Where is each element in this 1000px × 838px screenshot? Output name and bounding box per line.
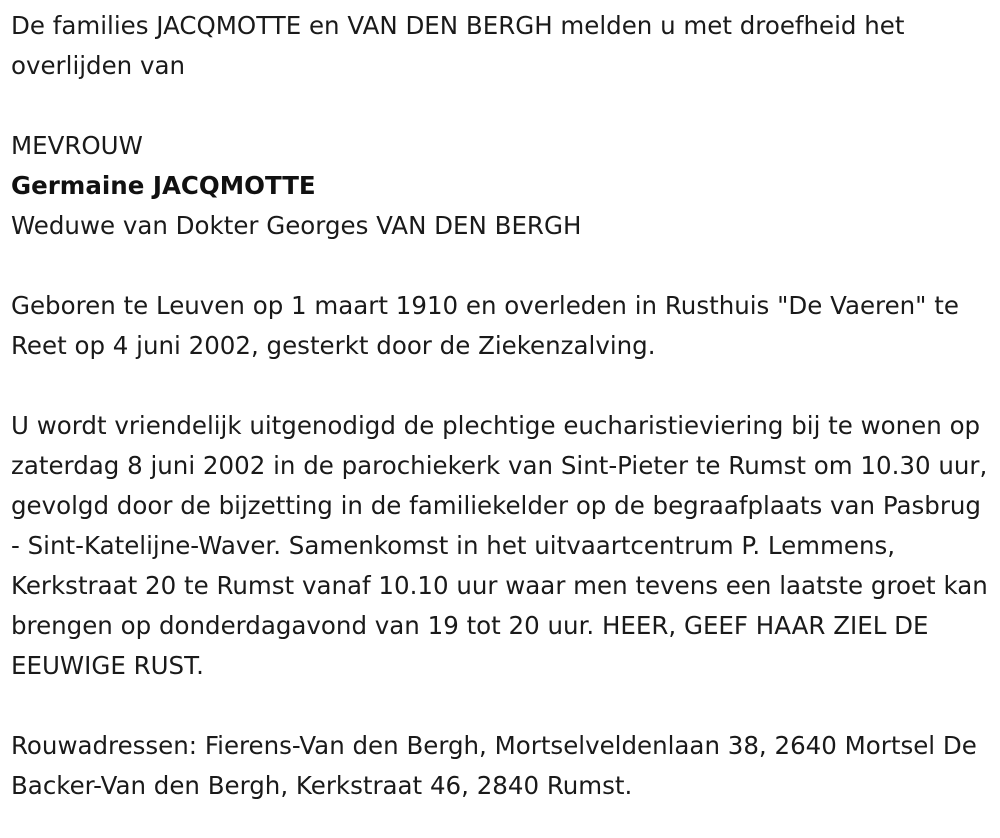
spacer [11, 86, 993, 126]
obituary-notice [11, 6, 993, 806]
spacer [11, 686, 993, 726]
addresses-paragraph: Rouwadressen: Fierens-Van den Bergh, Mortselveldenlaan 38, 2640 Mortsel De Backer-Van den Bergh, Kerkstraat 46, 2840 Rumst. [11, 731, 977, 800]
widow-of-text: Weduwe van Dokter Georges VAN DEN BERGH [11, 211, 582, 240]
spacer [11, 246, 993, 286]
intro-paragraph: De families JACQMOTTE en VAN DEN BERGH melden u met droefheid het overlijden van [11, 11, 905, 80]
spacer [11, 366, 993, 406]
birth-death-paragraph: Geboren te Leuven op 1 maart 1910 en overleden in Rusthuis "De Vaeren" te Reet op 4 juni 2002, gesterkt door de Ziekenzalving. [11, 291, 959, 360]
ceremony-paragraph: U wordt vriendelijk uitgenodigd de plechtige eucharistieviering bij te wonen op zaterdag 8 juni 2002 in de parochiekerk van Sint-Pieter te Rumst om 10.30 uur, gevolgd door de bijzetting in de familiekelder op de begraafplaats van Pasbrug - Sint-Katelijne-Waver. Samenkomst in het uitvaartcentrum P. Lemmens, Kerkstraat 20 te Rumst vanaf 10.10 uur waar men tevens een laatste groet kan brengen op donderdagavond van 19 tot 20 uur. HEER, GEEF HAAR ZIEL DE EEUWIGE RUST. [11, 411, 988, 680]
deceased-name: Germaine JACQMOTTE [11, 171, 316, 200]
title-text: MEVROUW [11, 131, 143, 160]
